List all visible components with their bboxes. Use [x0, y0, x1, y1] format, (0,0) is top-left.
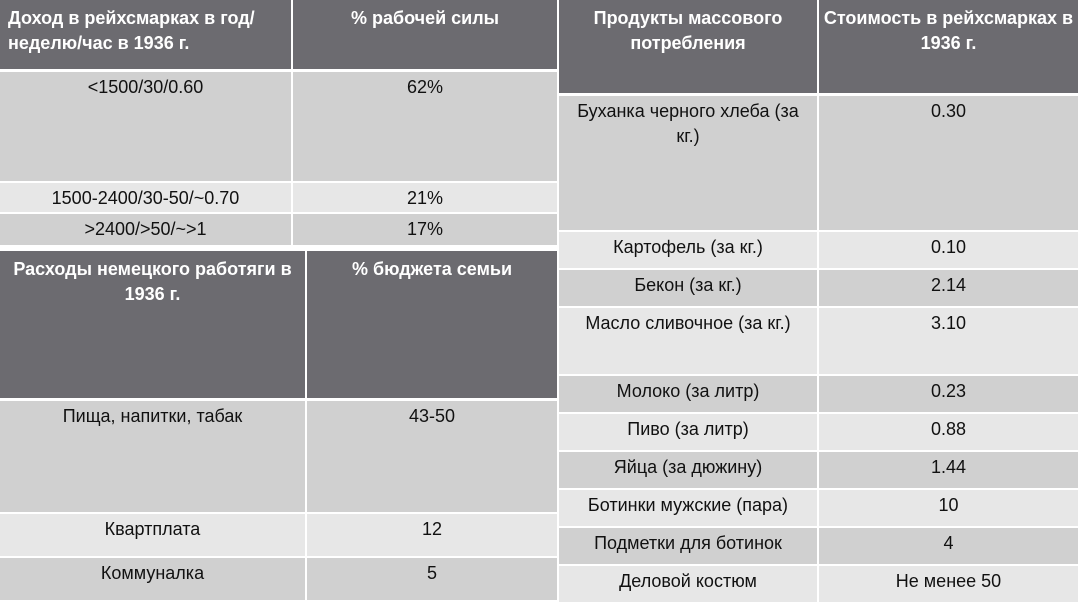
product-cell: Подметки для ботинок: [559, 527, 818, 565]
income-header-row: [0, 0, 557, 70]
prices-table: [559, 0, 1078, 604]
budget-share-cell: 5: [306, 557, 557, 601]
income-range-cell: >2400/>50/~>1: [0, 213, 292, 246]
price-cell: 1.44: [818, 451, 1078, 489]
expense-item-cell: Коммуналка: [0, 557, 306, 601]
income-table: [0, 0, 557, 247]
price-cell: 0.10: [818, 231, 1078, 269]
prices-header-col1: Продукты массового потребления: [559, 0, 818, 94]
income-range-cell: 1500-2400/30-50/~0.70: [0, 182, 292, 213]
price-cell: 3.10: [818, 307, 1078, 375]
table-row: [559, 413, 1078, 451]
price-cell: 2.14: [818, 269, 1078, 307]
prices-header-col2: Стоимость в рейхсмарках в 1936 г.: [818, 0, 1078, 94]
table-row: [0, 182, 557, 213]
table-row: [0, 399, 557, 513]
product-cell: Картофель (за кг.): [559, 231, 818, 269]
table-row: [0, 513, 557, 557]
table-row: [559, 565, 1078, 603]
table-row: [0, 70, 557, 182]
table-row: [559, 451, 1078, 489]
expense-header-col1: Расходы немецкого работяги в 1936 г.: [0, 251, 306, 399]
workforce-share-cell: 17%: [292, 213, 557, 246]
product-cell: Яйца (за дюжину): [559, 451, 818, 489]
budget-share-cell: 43-50: [306, 399, 557, 513]
price-cell: 0.88: [818, 413, 1078, 451]
product-cell: Ботинки мужские (пара): [559, 489, 818, 527]
table-row: [0, 557, 557, 601]
product-cell: Молоко (за литр): [559, 375, 818, 413]
table-row: [559, 94, 1078, 231]
product-cell: Пиво (за литр): [559, 413, 818, 451]
table-row: [0, 213, 557, 246]
budget-share-cell: 12: [306, 513, 557, 557]
price-cell: 0.23: [818, 375, 1078, 413]
price-cell: 10: [818, 489, 1078, 527]
table-row: [559, 489, 1078, 527]
expense-header-col2: % бюджета семьи: [306, 251, 557, 399]
expense-item-cell: Пища, напитки, табак: [0, 399, 306, 513]
table-row: [559, 269, 1078, 307]
workforce-share-cell: 21%: [292, 182, 557, 213]
price-cell: 4: [818, 527, 1078, 565]
product-cell: Бекон (за кг.): [559, 269, 818, 307]
table-row: [559, 375, 1078, 413]
expense-table: [0, 251, 557, 602]
price-cell: Не менее 50: [818, 565, 1078, 603]
income-header-col2: % рабочей силы: [292, 0, 557, 70]
expense-header-row: [0, 251, 557, 399]
workforce-share-cell: 62%: [292, 70, 557, 182]
prices-header-row: [559, 0, 1078, 94]
product-cell: Масло сливочное (за кг.): [559, 307, 818, 375]
price-cell: 0.30: [818, 94, 1078, 231]
product-cell: Буханка черного хлеба (за кг.): [559, 94, 818, 231]
table-row: [559, 231, 1078, 269]
table-row: [559, 307, 1078, 375]
product-cell: Деловой костюм: [559, 565, 818, 603]
expense-item-cell: Квартплата: [0, 513, 306, 557]
income-range-cell: <1500/30/0.60: [0, 70, 292, 182]
income-header-col1: Доход в рейхсмарках в год/неделю/час в 1936 г.: [0, 0, 292, 70]
table-row: [559, 527, 1078, 565]
